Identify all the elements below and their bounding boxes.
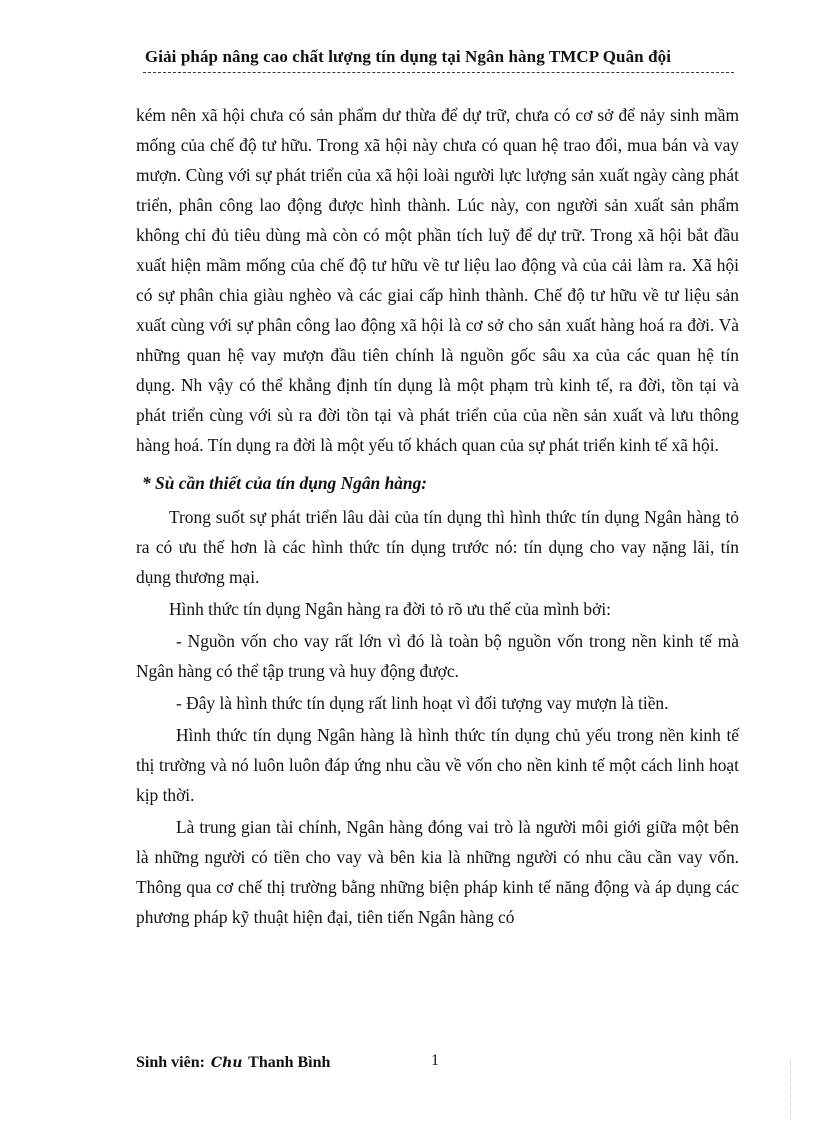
student-name-prefix: Chu xyxy=(210,1055,243,1071)
student-name: Thanh Bình xyxy=(248,1054,331,1071)
paragraph-main-credit-form: Hình thức tín dụng Ngân hàng là hình thức tín dụng chủ yếu trong nền kinh tế thị trường và nó luôn luôn đáp ứng nhu cầu về vốn cho nền kinh tế một cách linh hoạt kịp thời. xyxy=(136,725,739,805)
section-heading-bank-credit-necessity: * Sù cần thiết của tín dụng Ngân hàng: xyxy=(142,473,428,493)
paragraph-bank-credit-advantage: Trong suốt sự phát triển lâu dài của tín dụng thì hình thức tín dụng Ngân hàng tỏ ra có ưu thế hơn là các hình thức tín dụng trước nó: tín dụng cho vay nặng lãi, tín dụng thương mại. xyxy=(136,507,739,587)
list-item-flexible-credit: - Đây là hình thức tín dụng rất linh hoạt vì đối tượng vay mượn là tiền. xyxy=(176,693,669,713)
paragraph-origin-of-credit: kém nên xã hội chưa có sản phẩm dư thừa để dự trữ, chưa có cơ sở để nảy sinh mầm mống của chế độ tư hữu. Trong xã hội này chưa có quan hệ trao đổi, mua bán và vay mượn. Cùng với sự phát triển của xã hội loài người lực lượng sản xuất ngày càng phát triển, phân công lao động được hình thành. Lúc này, con người sản xuất sản phẩm không chỉ đủ tiêu dùng mà còn có một phần tích luỹ để dự trữ. Trong xã hội bắt đầu xuất hiện mầm mống của chế độ tư hữu về tư liệu lao động và của cải làm ra. Xã hội có sự phân chia giàu nghèo và các giai cấp hình thành. Chế độ tư hữu về tư liệu sản xuất cùng với sự phân công lao động xã hội là cơ sở cho sản xuất hàng hoá ra đời. Và những quan hệ vay mượn đầu tiên chính là nguồn gốc sâu xa của các quan hệ tín dụng. Nh vậy có thể khẳng định tín dụng là một phạm trù kinh tế, ra đời, tồn tại và phát triển cùng với sù ra đời tồn tại và phát triển của của nền sản xuất và lưu thông hàng hoá. Tín dụng ra đời là một yếu tố khách quan của sự phát triển kinh tế xã hội. xyxy=(136,105,739,455)
list-item-large-capital: - Nguồn vốn cho vay rất lớn vì đó là toàn bộ nguồn vốn trong nền kinh tế mà Ngân hàng có thể tập trung và huy động được. xyxy=(136,631,739,681)
paragraph-advantage-intro: Hình thức tín dụng Ngân hàng ra đời tỏ rõ ưu thế của mình bởi: xyxy=(169,599,611,619)
page-edge-dotted-line xyxy=(790,1060,793,1120)
student-label: Sinh viên: xyxy=(136,1054,205,1071)
header-dashed-rule xyxy=(143,72,734,73)
paragraph-financial-intermediary: Là trung gian tài chính, Ngân hàng đóng vai trò là người môi giới giữa một bên là những người có tiền cho vay và bên kia là những người có nhu cầu cần vay vốn. Thông qua cơ chế thị trường bằng những biện pháp kinh tế năng động và áp dụng các phương pháp kỹ thuật hiện đại, tiên tiến Ngân hàng có xyxy=(136,817,739,927)
page-footer xyxy=(136,1054,739,1072)
document-body xyxy=(136,100,739,932)
page-number: 1 xyxy=(431,1052,439,1069)
page-header-title: Giải pháp nâng cao chất lượng tín dụng tại Ngân hàng TMCP Quân đội xyxy=(144,47,672,66)
